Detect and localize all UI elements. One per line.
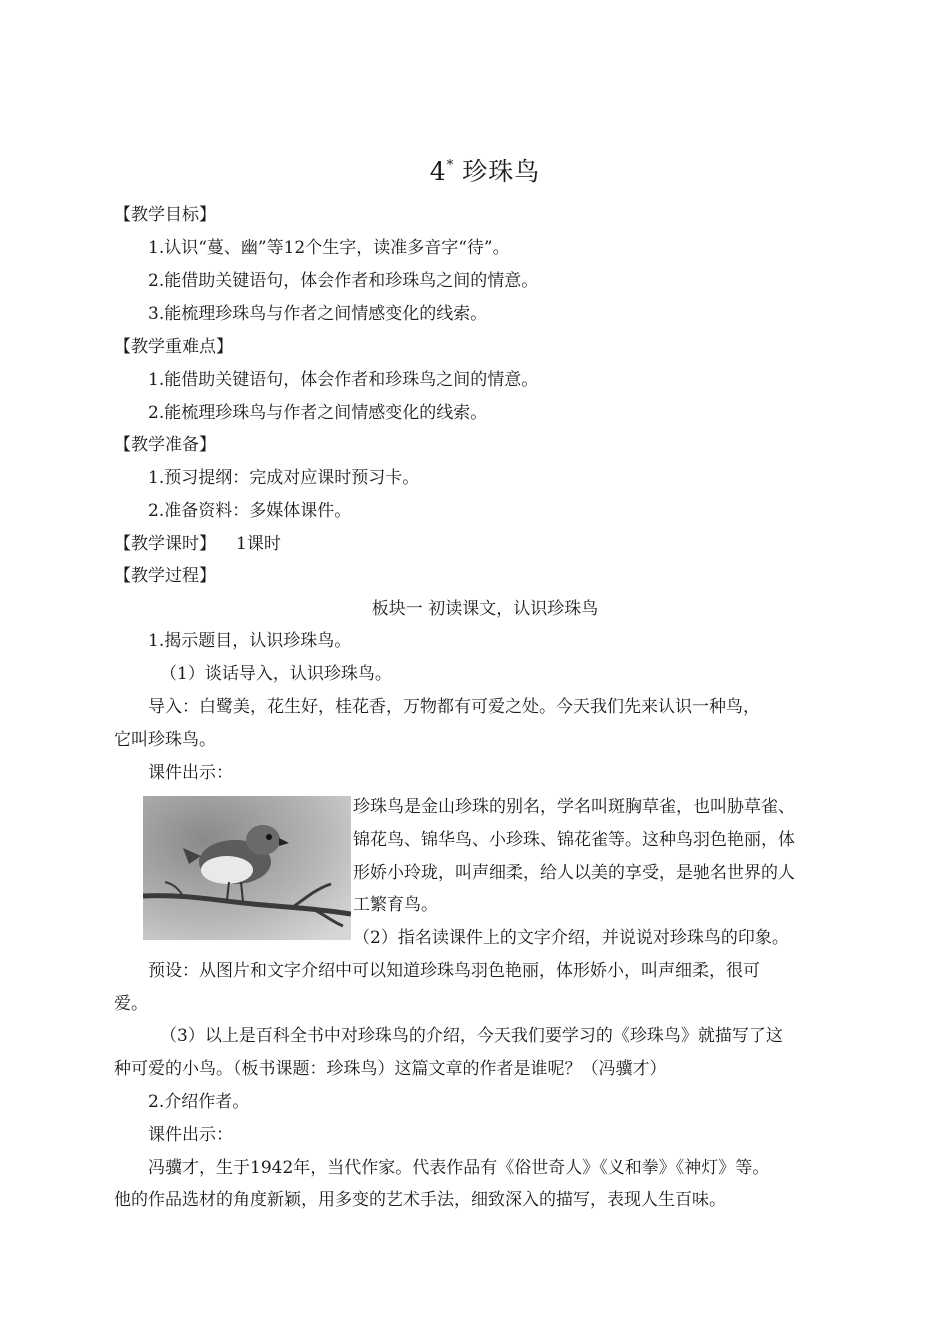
author-line: 他的作品选材的角度新颖，用多变的艺术手法，细致深入的描写，表现人生百味。 xyxy=(114,1190,726,1210)
image-caption-line: 工繁育鸟。 xyxy=(353,895,438,915)
sub-step-1: （1）谈话导入，认识珍珠鸟。 xyxy=(160,664,392,684)
hours-heading: 【教学课时】 xyxy=(114,534,216,554)
bird-on-branch-photo-icon xyxy=(143,796,351,940)
page-title xyxy=(0,152,950,188)
prep-heading: 【教学准备】 xyxy=(114,435,216,455)
step-2: 2.介绍作者。 xyxy=(148,1092,250,1112)
goal-item: 2.能借助关键语句，体会作者和珍珠鸟之间的情意。 xyxy=(148,271,539,291)
hours-value: 1课时 xyxy=(236,534,281,554)
step-1: 1.揭示题目，认识珍珠鸟。 xyxy=(148,631,352,651)
goal-item: 3.能梳理珍珠鸟与作者之间情感变化的线索。 xyxy=(148,304,488,324)
prep-item: 1.预习提纲：完成对应课时预习卡。 xyxy=(148,468,420,488)
key-item: 1.能借助关键语句，体会作者和珍珠鸟之间的情意。 xyxy=(148,370,539,390)
intro-line: 导入：白鹭美，花生好，桂花香，万物都有可爱之处。今天我们先来认识一种鸟， xyxy=(148,697,760,717)
key-heading: 【教学重难点】 xyxy=(114,337,233,357)
sub-step-3-cont: 种可爱的小鸟。（板书课题：珍珠鸟）这篇文章的作者是谁呢？（冯骥才） xyxy=(114,1059,667,1079)
preset-line: 爱。 xyxy=(114,994,148,1014)
lesson-title: 珍珠鸟 xyxy=(462,157,541,186)
image-caption-line: 珍珠鸟是金山珍珠的别名，学名叫斑胸草雀，也叫胁草雀、 xyxy=(353,797,795,817)
block-title: 板块一 初读课文，认识珍珠鸟 xyxy=(371,599,599,619)
lesson-mark: * xyxy=(446,158,455,173)
image-caption-line: 形娇小玲珑，叫声细柔，给人以美的享受，是驰名世界的人 xyxy=(353,863,795,883)
lesson-number: 4 xyxy=(429,157,447,186)
image-caption-line: 锦花鸟、锦华鸟、小珍珠、锦花雀等。这种鸟羽色艳丽，体 xyxy=(353,830,795,850)
courseware-label: 课件出示： xyxy=(148,1125,233,1145)
key-item: 2.能梳理珍珠鸟与作者之间情感变化的线索。 xyxy=(148,403,488,423)
sub-step-2: （2）指名读课件上的文字介绍，并说说对珍珠鸟的印象。 xyxy=(353,928,789,948)
courseware-label: 课件出示： xyxy=(148,763,233,783)
hours-row xyxy=(114,533,281,555)
goals-heading: 【教学目标】 xyxy=(114,205,216,225)
author-line: 冯骥才，生于1942年，当代作家。代表作品有《俗世奇人》《义和拳》《神灯》等。 xyxy=(148,1158,770,1178)
prep-item: 2.准备资料：多媒体课件。 xyxy=(148,501,352,521)
sub-step-3: （3）以上是百科全书中对珍珠鸟的介绍，今天我们要学习的《珍珠鸟》就描写了这 xyxy=(160,1026,783,1046)
preset-line: 预设：从图片和文字介绍中可以知道珍珠鸟羽色艳丽，体形娇小，叫声细柔，很可 xyxy=(148,961,760,981)
goal-item: 1.认识“蔓、幽”等12个生字，读准多音字“待”。 xyxy=(148,238,510,258)
intro-line: 它叫珍珠鸟。 xyxy=(114,730,216,750)
process-heading: 【教学过程】 xyxy=(114,566,216,586)
bird-photo xyxy=(143,796,351,940)
